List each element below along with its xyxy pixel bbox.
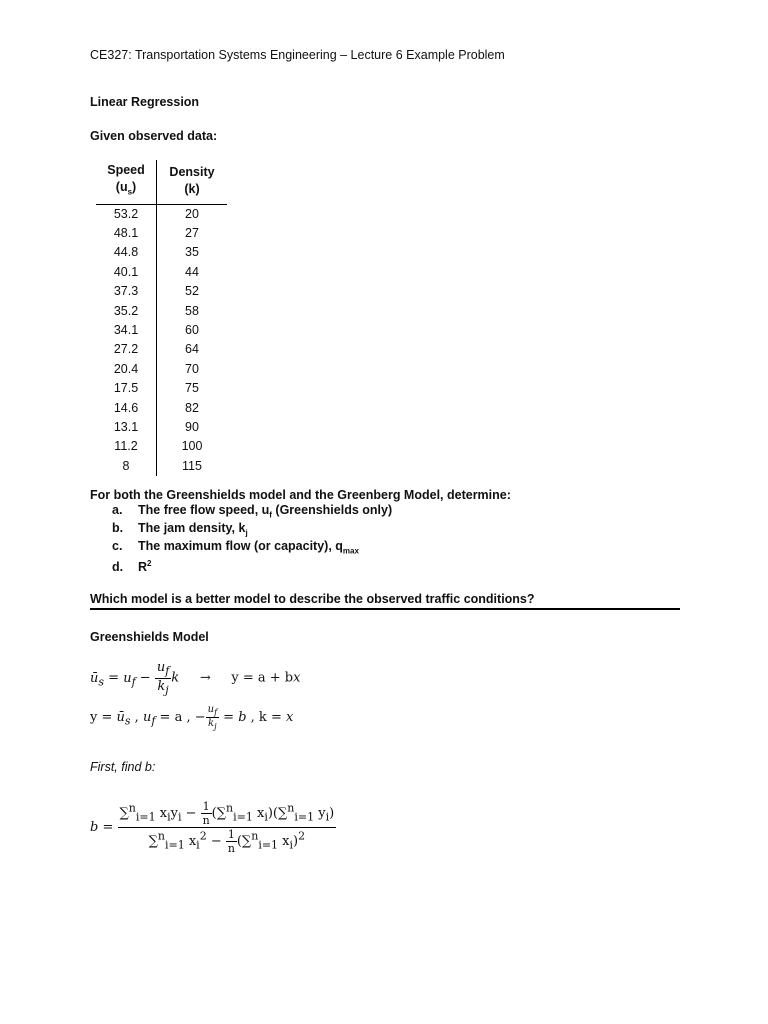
- density-cell: 27: [185, 225, 199, 240]
- density-cell: 44: [185, 264, 199, 279]
- speed-cell: 11.2: [96, 437, 157, 456]
- observed-data-table: [96, 160, 227, 476]
- speed-cell: 53.2: [96, 204, 157, 224]
- speed-cell: 13.1: [96, 418, 157, 437]
- density-cell: 35: [185, 245, 199, 260]
- table-row: [96, 204, 227, 224]
- density-cell: 75: [185, 381, 199, 396]
- list-item: c. The maximum flow (or capacity), $q_{max}$: [112, 539, 359, 556]
- speed-cell: 17.5: [96, 379, 157, 398]
- speed-cell: 14.6: [96, 399, 157, 418]
- table-row: [96, 457, 227, 476]
- density-column-header: Density (k): [157, 160, 228, 204]
- density-cell: 82: [185, 400, 199, 415]
- first-find-text: First, find b:: [90, 760, 156, 774]
- table-row: [96, 340, 227, 359]
- speed-cell: 44.8: [96, 243, 157, 262]
- density-cell: 70: [185, 361, 199, 376]
- list-item: a. The free flow speed, $u_f$ (Greenshields only): [112, 503, 393, 520]
- speed-cell: 34.1: [96, 321, 157, 340]
- speed-cell: 27.2: [96, 340, 157, 359]
- table-row: [96, 360, 227, 379]
- task-intro: For both the Greenshields model and the Greenberg Model, determine:: [90, 488, 511, 502]
- density-cell: 52: [185, 284, 199, 299]
- given-label: Given observed data:: [90, 129, 218, 143]
- density-cell: 115: [182, 458, 202, 473]
- speed-column-header: Speed $(u_s)$: [96, 160, 157, 204]
- table-row: [96, 379, 227, 398]
- speed-cell: 37.3: [96, 282, 157, 301]
- greenshields-equation: $ū_s = u_f$ − $\frac{u_f}{k_j}$ k → y = a + bx: [90, 660, 301, 697]
- table-row: [96, 321, 227, 340]
- table-row: [96, 302, 227, 321]
- document-header: CE327: Transportation Systems Engineering – Lecture 6 Example Problem: [90, 48, 505, 62]
- table-row: [96, 243, 227, 262]
- density-cell: 100: [181, 439, 203, 454]
- speed-cell: 20.4: [96, 360, 157, 379]
- table-row: [96, 224, 227, 243]
- task-list: [112, 501, 392, 573]
- table-row: [96, 263, 227, 282]
- speed-cell: 8: [96, 457, 157, 476]
- divider: [90, 608, 680, 610]
- table-row: [96, 282, 227, 301]
- density-cell: 64: [185, 342, 199, 357]
- density-cell: 90: [185, 419, 199, 434]
- list-item: b. The jam density, $k_j$: [112, 521, 248, 538]
- table-row: [96, 437, 227, 456]
- section-title: Linear Regression: [90, 95, 200, 109]
- slope-formula: b = ∑$^n_{i=1}$ $x_iy_i$ − $\frac{1}{n}$ (∑$^n_{i=1}$ $x_i)(\sum^n_{i=1}$ $y_i$) ∑$^n_{i=1}$ $x_i^2$ − $\frac{1}{n}$ (∑$^n_{i=1}$ $x_i)^2$: [90, 800, 335, 855]
- table-row: [96, 399, 227, 418]
- list-item: d. $R^2$: [112, 559, 152, 575]
- speed-cell: 48.1: [96, 224, 157, 243]
- variable-mapping-equation: $y = ū_s$ , $u_f = a$ , − $\frac{u_f}{k_j}$ = b , k = x: [90, 704, 294, 731]
- question-text: Which model is a better model to describe the observed traffic conditions?: [90, 592, 535, 606]
- table-row: [96, 418, 227, 437]
- greenshields-title: Greenshields Model: [90, 630, 209, 644]
- density-cell: 20: [185, 206, 199, 221]
- density-cell: 58: [185, 303, 199, 318]
- density-cell: 60: [185, 322, 199, 337]
- speed-cell: 35.2: [96, 302, 157, 321]
- speed-cell: 40.1: [96, 263, 157, 282]
